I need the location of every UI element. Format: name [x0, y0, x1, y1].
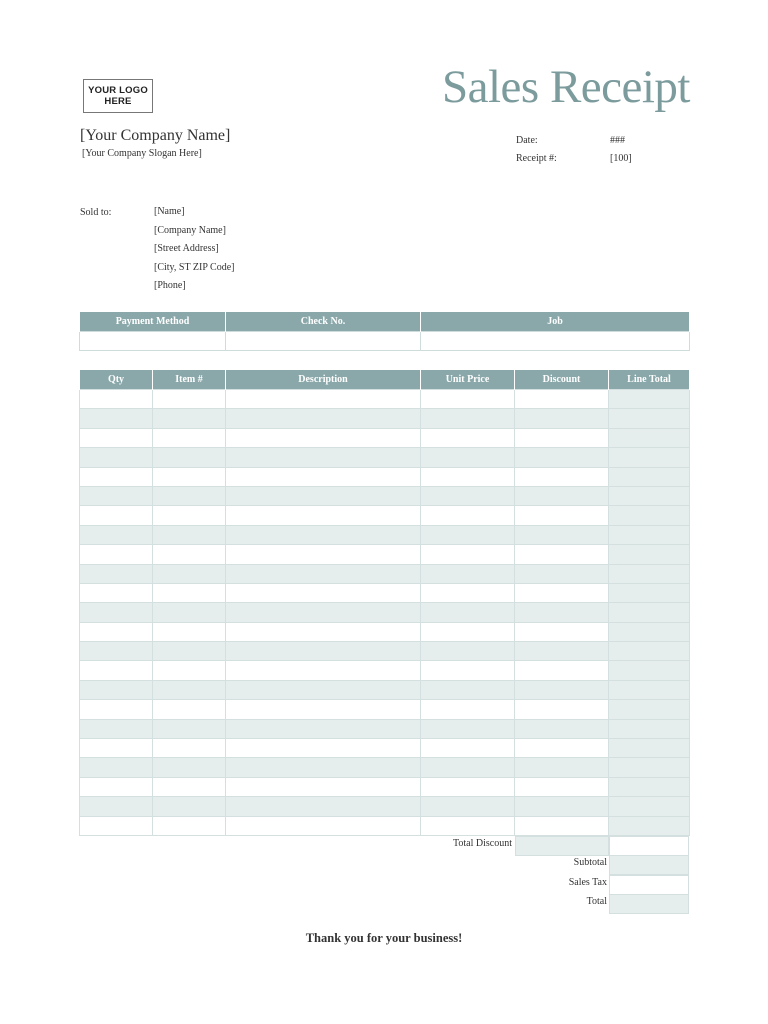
- line-total-cell[interactable]: [609, 777, 690, 796]
- qty-cell[interactable]: [80, 525, 153, 544]
- total-discount-field[interactable]: [515, 836, 609, 856]
- discount-cell[interactable]: [515, 680, 609, 699]
- subtotal-field[interactable]: [609, 855, 689, 875]
- table-row: [80, 816, 690, 835]
- item-number-cell[interactable]: [153, 545, 226, 564]
- line-total-cell[interactable]: [609, 758, 690, 777]
- discount-cell[interactable]: [515, 797, 609, 816]
- item-number-cell[interactable]: [153, 390, 226, 409]
- description-cell[interactable]: [226, 390, 421, 409]
- payment-table: [79, 312, 690, 351]
- description-cell[interactable]: [226, 506, 421, 525]
- sales-tax-field[interactable]: [609, 875, 689, 895]
- unit-price-cell[interactable]: [421, 603, 515, 622]
- unit-price-cell[interactable]: [421, 525, 515, 544]
- qty-cell[interactable]: [80, 506, 153, 525]
- discount-cell[interactable]: [515, 428, 609, 447]
- description-cell[interactable]: [226, 486, 421, 505]
- sold-to-label: Sold to:: [80, 207, 112, 218]
- item-number-cell[interactable]: [153, 564, 226, 583]
- line-total-cell[interactable]: [609, 661, 690, 680]
- discount-cell[interactable]: [515, 525, 609, 544]
- payment-method-header: Payment Method: [80, 312, 226, 332]
- table-row: [80, 719, 690, 738]
- table-row: [80, 777, 690, 796]
- description-cell[interactable]: [226, 428, 421, 447]
- item-number-cell[interactable]: [153, 409, 226, 428]
- qty-cell[interactable]: [80, 564, 153, 583]
- description-cell[interactable]: [226, 467, 421, 486]
- total-discount-blank: [609, 836, 689, 856]
- company-slogan: [Your Company Slogan Here]: [82, 148, 202, 159]
- unit-price-cell[interactable]: [421, 428, 515, 447]
- discount-cell[interactable]: [515, 603, 609, 622]
- line-total-cell[interactable]: [609, 409, 690, 428]
- unit-price-cell[interactable]: [421, 390, 515, 409]
- logo-text: YOUR LOGO HERE: [88, 85, 148, 107]
- item-number-cell[interactable]: [153, 700, 226, 719]
- line-total-cell[interactable]: [609, 486, 690, 505]
- table-row: [80, 758, 690, 777]
- sold-to-street: [Street Address]: [154, 243, 219, 254]
- qty-cell[interactable]: [80, 719, 153, 738]
- description-cell[interactable]: [226, 816, 421, 835]
- line-total-cell[interactable]: [609, 816, 690, 835]
- description-cell[interactable]: [226, 603, 421, 622]
- table-row: [80, 564, 690, 583]
- table-row: [80, 680, 690, 699]
- qty-cell[interactable]: [80, 816, 153, 835]
- table-row: [80, 545, 690, 564]
- description-header: Description: [226, 370, 421, 390]
- line-total-header: Line Total: [609, 370, 690, 390]
- table-row: [80, 661, 690, 680]
- qty-cell[interactable]: [80, 545, 153, 564]
- receipt-title: Sales Receipt: [441, 61, 690, 113]
- item-number-cell[interactable]: [153, 777, 226, 796]
- qty-cell[interactable]: [80, 739, 153, 758]
- discount-cell[interactable]: [515, 583, 609, 602]
- qty-cell[interactable]: [80, 428, 153, 447]
- unit-price-cell[interactable]: [421, 622, 515, 641]
- discount-cell[interactable]: [515, 467, 609, 486]
- discount-cell[interactable]: [515, 545, 609, 564]
- table-row: [80, 448, 690, 467]
- item-number-cell[interactable]: [153, 642, 226, 661]
- line-total-cell[interactable]: [609, 583, 690, 602]
- discount-cell[interactable]: [515, 390, 609, 409]
- unit-price-cell[interactable]: [421, 448, 515, 467]
- payment-row: [80, 332, 690, 351]
- discount-cell[interactable]: [515, 739, 609, 758]
- item-number-cell[interactable]: [153, 680, 226, 699]
- item-number-cell[interactable]: [153, 603, 226, 622]
- qty-cell[interactable]: [80, 758, 153, 777]
- unit-price-cell[interactable]: [421, 758, 515, 777]
- item-number-cell[interactable]: [153, 525, 226, 544]
- description-cell[interactable]: [226, 739, 421, 758]
- item-number-cell[interactable]: [153, 506, 226, 525]
- description-cell[interactable]: [226, 564, 421, 583]
- discount-cell[interactable]: [515, 506, 609, 525]
- line-total-cell[interactable]: [609, 739, 690, 758]
- item-number-cell[interactable]: [153, 467, 226, 486]
- table-row: [80, 622, 690, 641]
- description-cell[interactable]: [226, 700, 421, 719]
- receipt-number-label: Receipt #:: [516, 153, 557, 164]
- unit-price-cell[interactable]: [421, 700, 515, 719]
- qty-cell[interactable]: [80, 409, 153, 428]
- check-no-cell[interactable]: [226, 332, 421, 351]
- discount-cell[interactable]: [515, 409, 609, 428]
- sold-to-company: [Company Name]: [154, 224, 226, 236]
- description-cell[interactable]: [226, 583, 421, 602]
- job-cell[interactable]: [421, 332, 690, 351]
- discount-cell[interactable]: [515, 642, 609, 661]
- qty-cell[interactable]: [80, 448, 153, 467]
- table-row: [80, 700, 690, 719]
- total-label: Total: [586, 896, 607, 907]
- items-table: [79, 370, 690, 836]
- qty-cell[interactable]: [80, 390, 153, 409]
- description-cell[interactable]: [226, 680, 421, 699]
- discount-cell[interactable]: [515, 758, 609, 777]
- description-cell[interactable]: [226, 661, 421, 680]
- date-label: Date:: [516, 135, 538, 146]
- description-cell[interactable]: [226, 622, 421, 641]
- item-number-cell[interactable]: [153, 486, 226, 505]
- total-field[interactable]: [609, 894, 689, 914]
- unit-price-cell[interactable]: [421, 564, 515, 583]
- description-cell[interactable]: [226, 545, 421, 564]
- description-cell[interactable]: [226, 777, 421, 796]
- item-number-cell[interactable]: [153, 661, 226, 680]
- table-row: [80, 506, 690, 525]
- item-number-header: Item #: [153, 370, 226, 390]
- table-row: [80, 525, 690, 544]
- sold-to-city: [City, ST ZIP Code]: [154, 261, 235, 273]
- line-total-cell[interactable]: [609, 700, 690, 719]
- date-value: ###: [610, 135, 625, 146]
- line-total-cell[interactable]: [609, 390, 690, 409]
- qty-cell[interactable]: [80, 680, 153, 699]
- table-row: [80, 467, 690, 486]
- item-number-cell[interactable]: [153, 583, 226, 602]
- logo-placeholder: [83, 79, 153, 113]
- unit-price-cell[interactable]: [421, 506, 515, 525]
- qty-cell[interactable]: [80, 583, 153, 602]
- discount-cell[interactable]: [515, 564, 609, 583]
- table-row: [80, 390, 690, 409]
- unit-price-cell[interactable]: [421, 642, 515, 661]
- line-total-cell[interactable]: [609, 622, 690, 641]
- table-row: [80, 739, 690, 758]
- total-discount-label: Total Discount: [452, 838, 512, 849]
- description-cell[interactable]: [226, 642, 421, 661]
- description-cell[interactable]: [226, 409, 421, 428]
- discount-cell[interactable]: [515, 777, 609, 796]
- line-total-cell[interactable]: [609, 428, 690, 447]
- unit-price-cell[interactable]: [421, 719, 515, 738]
- table-row: [80, 642, 690, 661]
- item-number-cell[interactable]: [153, 758, 226, 777]
- table-row: [80, 409, 690, 428]
- unit-price-cell[interactable]: [421, 739, 515, 758]
- sales-tax-label: Sales Tax: [568, 877, 607, 888]
- sold-to-address: [154, 203, 234, 296]
- qty-cell[interactable]: [80, 486, 153, 505]
- line-total-cell[interactable]: [609, 545, 690, 564]
- line-total-cell[interactable]: [609, 680, 690, 699]
- sold-to-phone: [Phone]: [154, 280, 186, 291]
- qty-header: Qty: [80, 370, 153, 390]
- table-row: [80, 486, 690, 505]
- description-cell[interactable]: [226, 758, 421, 777]
- line-total-cell[interactable]: [609, 564, 690, 583]
- description-cell[interactable]: [226, 797, 421, 816]
- item-number-cell[interactable]: [153, 719, 226, 738]
- payment-method-cell[interactable]: [80, 332, 226, 351]
- item-number-cell[interactable]: [153, 816, 226, 835]
- unit-price-cell[interactable]: [421, 545, 515, 564]
- item-number-cell[interactable]: [153, 797, 226, 816]
- line-total-cell[interactable]: [609, 603, 690, 622]
- line-total-cell[interactable]: [609, 448, 690, 467]
- discount-cell[interactable]: [515, 622, 609, 641]
- qty-cell[interactable]: [80, 797, 153, 816]
- table-row: [80, 583, 690, 602]
- sold-to-name: [Name]: [154, 206, 185, 217]
- unit-price-cell[interactable]: [421, 409, 515, 428]
- description-cell[interactable]: [226, 448, 421, 467]
- qty-cell[interactable]: [80, 777, 153, 796]
- thank-you-message: Thank you for your business!: [305, 931, 463, 945]
- unit-price-cell[interactable]: [421, 777, 515, 796]
- unit-price-cell[interactable]: [421, 661, 515, 680]
- discount-cell[interactable]: [515, 700, 609, 719]
- discount-cell[interactable]: [515, 719, 609, 738]
- description-cell[interactable]: [226, 525, 421, 544]
- qty-cell[interactable]: [80, 622, 153, 641]
- qty-cell[interactable]: [80, 642, 153, 661]
- unit-price-cell[interactable]: [421, 467, 515, 486]
- line-total-cell[interactable]: [609, 525, 690, 544]
- line-total-cell[interactable]: [609, 506, 690, 525]
- table-row: [80, 797, 690, 816]
- qty-cell[interactable]: [80, 603, 153, 622]
- job-header: Job: [421, 312, 690, 332]
- unit-price-header: Unit Price: [421, 370, 515, 390]
- discount-cell[interactable]: [515, 486, 609, 505]
- line-total-cell[interactable]: [609, 467, 690, 486]
- discount-cell[interactable]: [515, 816, 609, 835]
- discount-header: Discount: [515, 370, 609, 390]
- discount-cell[interactable]: [515, 661, 609, 680]
- receipt-number-value: [100]: [610, 153, 632, 164]
- line-total-cell[interactable]: [609, 719, 690, 738]
- item-number-cell[interactable]: [153, 448, 226, 467]
- unit-price-cell[interactable]: [421, 486, 515, 505]
- item-number-cell[interactable]: [153, 428, 226, 447]
- line-total-cell[interactable]: [609, 797, 690, 816]
- unit-price-cell[interactable]: [421, 680, 515, 699]
- discount-cell[interactable]: [515, 448, 609, 467]
- unit-price-cell[interactable]: [421, 583, 515, 602]
- table-row: [80, 428, 690, 447]
- qty-cell[interactable]: [80, 700, 153, 719]
- check-no-header: Check No.: [226, 312, 421, 332]
- subtotal-label: Subtotal: [573, 857, 607, 868]
- company-name: [Your Company Name]: [80, 127, 231, 144]
- qty-cell[interactable]: [80, 467, 153, 486]
- table-row: [80, 603, 690, 622]
- line-total-cell[interactable]: [609, 642, 690, 661]
- unit-price-cell[interactable]: [421, 816, 515, 835]
- item-number-cell[interactable]: [153, 622, 226, 641]
- qty-cell[interactable]: [80, 661, 153, 680]
- description-cell[interactable]: [226, 719, 421, 738]
- item-number-cell[interactable]: [153, 739, 226, 758]
- unit-price-cell[interactable]: [421, 797, 515, 816]
